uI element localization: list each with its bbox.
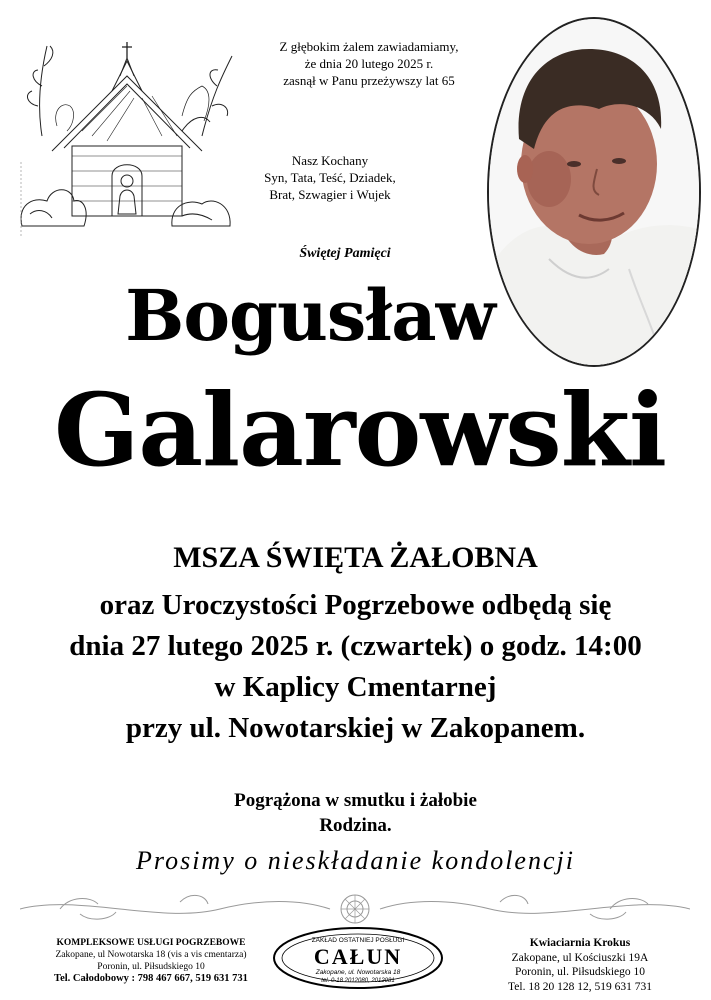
- ceremony-line-2: dnia 27 lutego 2025 r. (czwartek) o godz. 14:00: [69, 630, 642, 662]
- funeral-services-phone: Tel. Całodobowy : 798 467 667, 519 631 731: [54, 973, 248, 984]
- florist-address-1: Zakopane, ul Kościuszki 19A: [511, 951, 649, 964]
- ceremony-line-3: w Kaplicy Cmentarnej: [214, 671, 497, 703]
- ceremony-details: [0, 585, 711, 749]
- family-text: [255, 152, 405, 203]
- florist-info: [460, 936, 700, 994]
- ceremony-line-1: oraz Uroczystości Pogrzebowe odbędą się: [99, 589, 612, 621]
- chapel-illustration: [12, 36, 240, 232]
- florist-name: Kwiaciarnia Krokus: [529, 937, 631, 949]
- funeral-services-info: [16, 937, 286, 985]
- logo-phone: tel. 0-18 2012080, 2012081: [321, 978, 395, 984]
- logo-name: CAŁUN: [313, 944, 403, 969]
- family-line-1: Nasz Kochany: [291, 153, 369, 168]
- calun-logo: [272, 926, 444, 990]
- artist-signature: [16, 160, 26, 240]
- mass-title: MSZA ŚWIĘTA ŻAŁOBNA: [173, 541, 538, 574]
- announcement-text: [238, 38, 500, 89]
- florist-phone: Tel. 18 20 128 12, 519 631 731: [508, 980, 652, 993]
- deceased-first-name: Bogusław: [125, 274, 495, 357]
- mourning-text: [0, 788, 711, 838]
- funeral-services-address-2: Poronin, ul. Piłsudskiego 10: [97, 962, 205, 972]
- family-line-2: Syn, Tata, Teść, Dziadek,: [264, 170, 396, 185]
- announcement-line-2: że dnia 20 lutego 2025 r.: [304, 56, 434, 71]
- mourning-line-2: Rodzina.: [319, 815, 392, 836]
- ceremony-line-4: przy ul. Nowotarskiej w Zakopanem.: [125, 712, 586, 744]
- announcement-line-3: zasnął w Panu przeżywszy lat 65: [283, 73, 455, 88]
- condolence-note: Prosimy o nieskładanie kondolencji: [136, 846, 575, 875]
- funeral-services-address-1: Zakopane, ul Nowotarska 18 (vis a vis cmentarza): [55, 950, 247, 960]
- announcement-line-1: Z głębokim żalem zawiadamiamy,: [279, 39, 459, 54]
- florist-address-2: Poronin, ul. Piłsudskiego 10: [514, 966, 646, 978]
- family-line-3: Brat, Szwagier i Wujek: [269, 187, 391, 202]
- funeral-services-title: KOMPLEKSOWE USŁUGI POGRZEBOWE: [56, 938, 246, 948]
- mourning-line-1: Pogrążona w smutku i żałobie: [234, 790, 477, 811]
- logo-address: Zakopane, ul. Nowotarska 18: [315, 969, 401, 976]
- deceased-last-name: Galarowski: [53, 371, 667, 489]
- logo-top-text: ZAKŁAD OSTATNIEJ POSŁUGI: [311, 937, 405, 944]
- memory-label: Świętej Pamięci: [299, 246, 391, 261]
